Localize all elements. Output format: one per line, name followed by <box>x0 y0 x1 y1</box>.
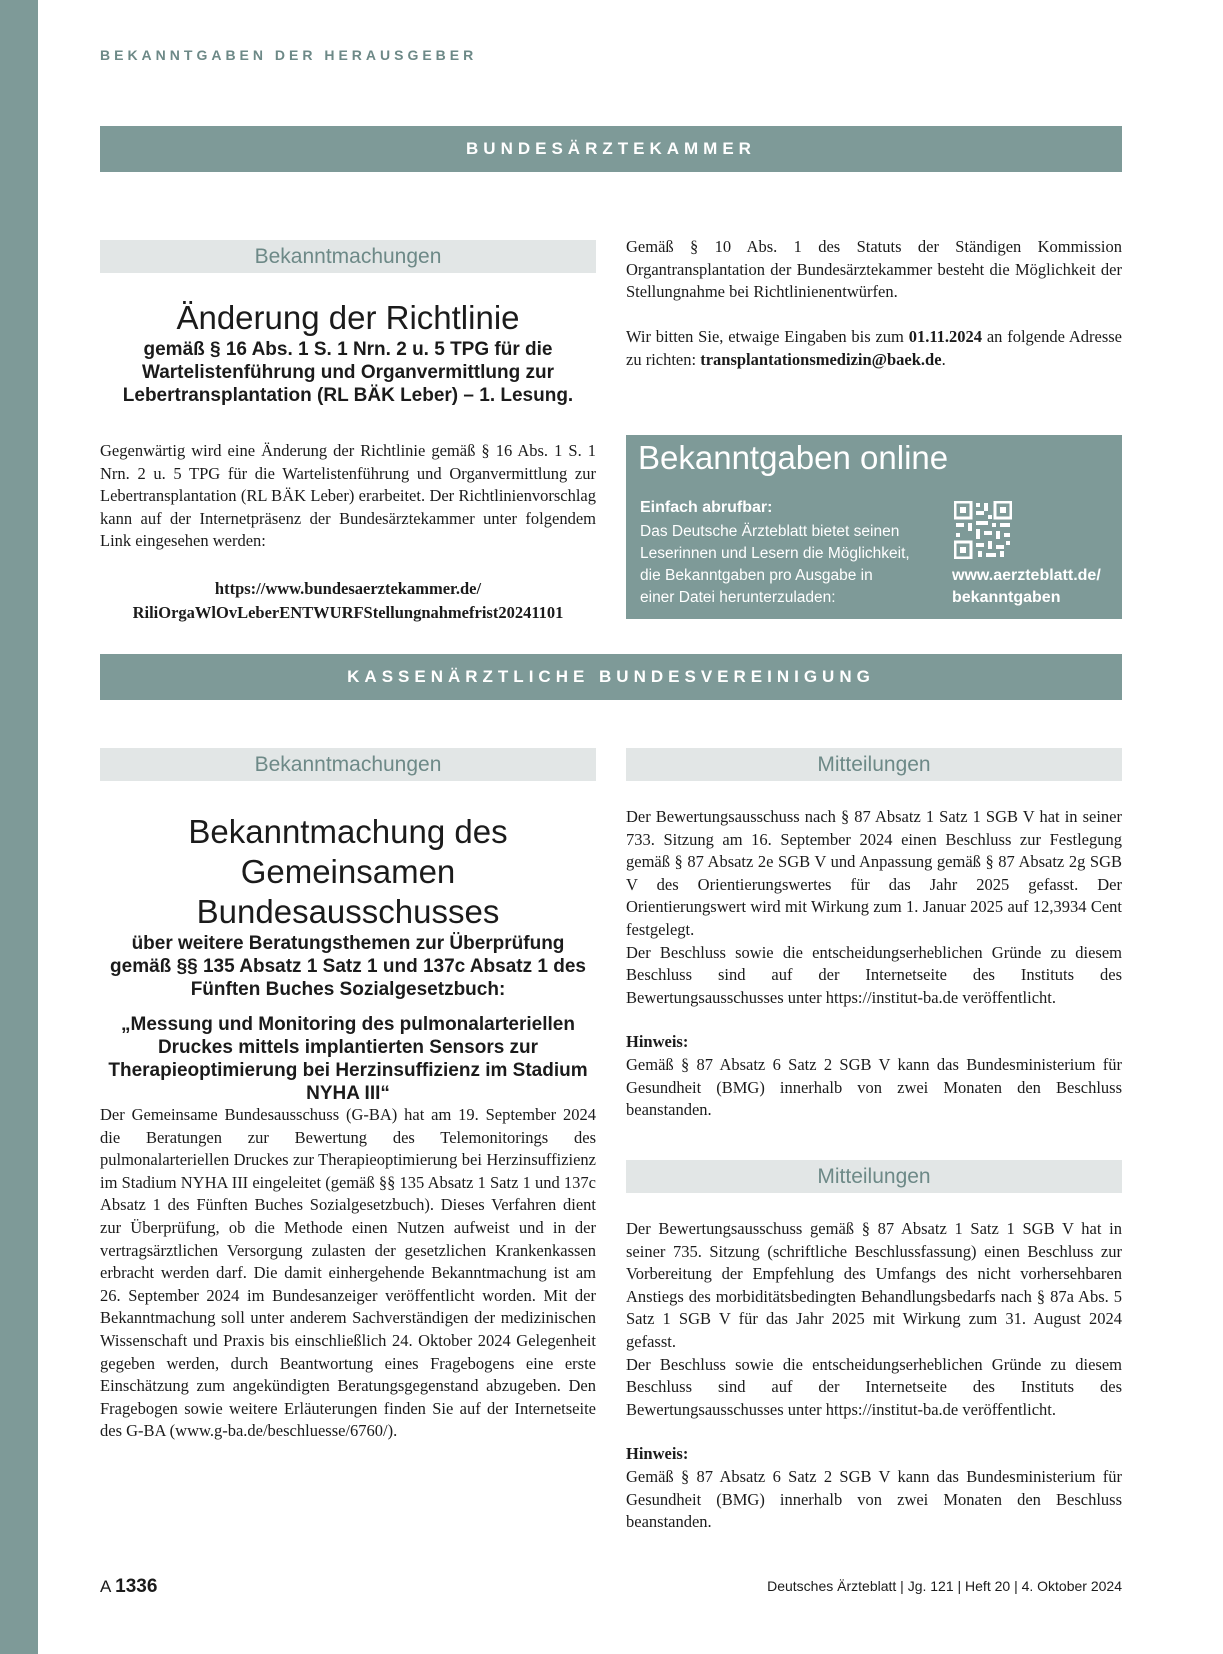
gba-quote-title: „Messung und Monitoring des pulmonalarteriellen Druckes mittels implantierten Sensors zur Therapieoptimierung bei Herzinsuffizienz im Stadium NYHA III“ <box>108 1014 588 1104</box>
mitteilung1-hinweis: Gemäß § 87 Absatz 6 Satz 2 SGB V kann das Bundesministerium für Gesundheit (BMG) innerhalb von zwei Monaten den Beschluss beanstanden. <box>626 1054 1122 1120</box>
richtlinie-body: Gegenwärtig wird eine Änderung der Richtlinie gemäß § 16 Abs. 1 S. 1 Nrn. 2 u. 5 TPG für die Wartelistenführung und Organvermittlung zur Lebertransplantation (RL BÄK Leber) erarbeitet. Der Richtlinienvorschlag kann auf der Internetpräsenz der Bundesärztekammer unter folgendem Link eingesehen werden: <box>100 441 596 551</box>
richtlinie-headline <box>100 298 596 407</box>
section-label-mitteilungen-1: Mitteilungen <box>626 748 1122 781</box>
richtlinie-link-line1[interactable]: https://www.bundesaerztekammer.de/ <box>214 579 482 598</box>
mitteilung2-text <box>626 1218 1122 1534</box>
contact-email-link[interactable]: transplantationsmedizin@baek.de <box>700 349 942 369</box>
page-prefix: A <box>100 1577 111 1596</box>
online-box-url[interactable] <box>952 565 1101 609</box>
page-number <box>100 1576 157 1598</box>
gba-headline <box>100 812 596 1105</box>
mitteilung1-body: Der Bewertungsausschuss nach § 87 Absatz 1 Satz 1 SGB V hat in seiner 733. Sitzung am 16. September 2024 einen Beschluss zur Festlegung gemäß § 87 Absatz 2e SGB V und Anpassung gemäß § 87 Absatz 2g SGB V des Orientierungswertes für das Jahr 2025 gefasst. Der Orientierungswert wird mit Wirkung zum 1. Januar 2025 auf 12,3934 Cent festgelegt. <box>626 807 1122 939</box>
running-header: BEKANNTGABEN DER HERAUSGEBER <box>100 47 478 63</box>
gba-title-line2: Gemeinsamen Bundesausschusses <box>196 853 500 930</box>
richtlinie-link[interactable] <box>100 577 596 625</box>
page-number-value: 1336 <box>115 1576 158 1597</box>
section-label-bekanntmachungen-2: Bekanntmachungen <box>100 748 596 781</box>
online-box-description: Das Deutsche Ärzteblatt bietet seinen Leserinnen und Lesern die Möglichkeit, die Bekanntgaben pro Ausgabe in einer Datei herunterzuladen: <box>640 523 910 606</box>
gba-subtitle: über weitere Beratungsthemen zur Überprüfung gemäß §§ 135 Absatz 1 Satz 1 und 137c Absatz 1 des Fünften Buches Sozialgesetzbuch: <box>110 933 586 1000</box>
online-url-line1[interactable]: www.aerzteblatt.de/ <box>952 567 1101 584</box>
statut-paragraph: Gemäß § 10 Abs. 1 des Statuts der Ständigen Kommission Organtransplantation der Bundesärztekammer besteht die Möglichkeit der Stellungnahme bei Richtlinienentwürfen. <box>626 237 1122 302</box>
section-label-bekanntmachungen: Bekanntmachungen <box>100 240 596 273</box>
online-box-title: Bekanntgaben online <box>638 439 949 476</box>
gba-title-line1: Bekanntmachung des <box>188 813 508 850</box>
mitteilung1-hinweis-label: Hinweis: <box>626 1032 689 1052</box>
mitteilung1-text <box>626 806 1122 1122</box>
eingaben-text-end: . <box>941 349 946 369</box>
section-label-mitteilungen-2: Mitteilungen <box>626 1160 1122 1193</box>
journal-citation: Deutsches Ärzteblatt | Jg. 121 | Heft 20 | 4. Oktober 2024 <box>767 1578 1122 1594</box>
eingaben-paragraph <box>626 326 1122 371</box>
side-color-bar <box>0 0 38 1654</box>
mitteilung1-body2: Der Beschluss sowie die entscheidungserheblichen Gründe zu diesem Beschluss sind auf der Internetseite des Instituts des Bewertungsausschusses unter https://institut-ba.de veröffentlicht. <box>626 942 1122 1007</box>
mitteilung2-hinweis: Gemäß § 87 Absatz 6 Satz 2 SGB V kann das Bundesministerium für Gesundheit (BMG) innerhalb von zwei Monaten den Beschluss beanstanden. <box>626 1466 1122 1532</box>
band-bundesaerztekammer: BUNDESÄRZTEKAMMER <box>100 126 1122 172</box>
online-url-line2[interactable]: bekanntgaben <box>952 589 1061 606</box>
mitteilung2-body2: Der Beschluss sowie die entscheidungserheblichen Gründe zu diesem Beschluss sind auf der Internetseite des Instituts des Bewertungsausschusses unter https://institut-ba.de veröffentlicht. <box>626 1354 1122 1419</box>
band-kbv: KASSENÄRZTLICHE BUNDESVEREINIGUNG <box>100 654 1122 700</box>
eingaben-text: Wir bitten Sie, etwaige Eingaben bis zum <box>626 327 909 346</box>
richtlinie-link-line2[interactable]: RiliOrgaWlOvLeberENTWURFStellungnahmefrist20241101 <box>132 603 564 622</box>
bekanntgaben-online-box <box>626 435 1122 619</box>
mitteilung2-hinweis-label: Hinweis: <box>626 1444 689 1464</box>
richtlinie-subtitle: gemäß § 16 Abs. 1 S. 1 Nrn. 2 u. 5 TPG für die Wartelistenführung und Organvermittlung zur Lebertransplantation (RL BÄK Leber) – 1. Lesung. <box>122 339 574 406</box>
online-box-subtitle: Einfach abrufbar: <box>640 499 773 516</box>
qr-code-icon[interactable] <box>954 501 1012 559</box>
eingaben-date: 01.11.2024 <box>908 327 983 346</box>
mitteilung2-body: Der Bewertungsausschuss gemäß § 87 Absatz 1 Satz 1 SGB V hat in seiner 735. Sitzung (schriftliche Beschlussfassung) einen Beschluss zur Vorbereitung der Empfehlung des Umfangs des nicht vorhersehbaren Anstiegs des morbiditätsbedingten Behandlungsbedarfs nach § 87a Abs. 5 Satz 1 SGB V für das Jahr 2025 mit Wirkung zum 31. August 2024 gefasst. <box>626 1219 1122 1351</box>
eingaben-text-mid: an folgende Adresse zu richten: <box>626 327 1122 369</box>
gba-body: Der Gemeinsame Bundesausschuss (G-BA) hat am 19. September 2024 die Beratungen zur Bewertung des Telemonitorings des pulmonalarteriellen Druckes zur Therapieoptimierung bei Herzinsuffizienz im Stadium NYHA III eingeleitet (gemäß §§ 135 Absatz 1 Satz 1 und 137c Absatz 1 des Fünften Buches Sozialgesetzbuch). Dieses Verfahren dient zur Überprüfung, ob die Methode einen Nutzen aufweist und in der vertragsärztlichen Versorgung zulasten der gesetzlichen Krankenkassen erbracht werden darf. Die damit einhergehende Bekanntmachung ist am 26. September 2024 im Bundesanzeiger veröffentlicht worden. Mit der Bekanntmachung soll unter anderem Sachverständigen der medizinischen Wissenschaft und Praxis bis einschließlich 24. Oktober 2024 Gelegenheit gegeben werden, durch Beantwortung eines Fragebogens eine erste Einschätzung zum angekündigten Beratungsgegenstand abzugeben. Den Fragebogen sowie weitere Erläuterungen finden Sie auf der Internetseite des G-BA (www.g-ba.de/beschluesse/6760/). <box>100 1105 596 1441</box>
richtlinie-title: Änderung der Richtlinie <box>176 299 520 336</box>
